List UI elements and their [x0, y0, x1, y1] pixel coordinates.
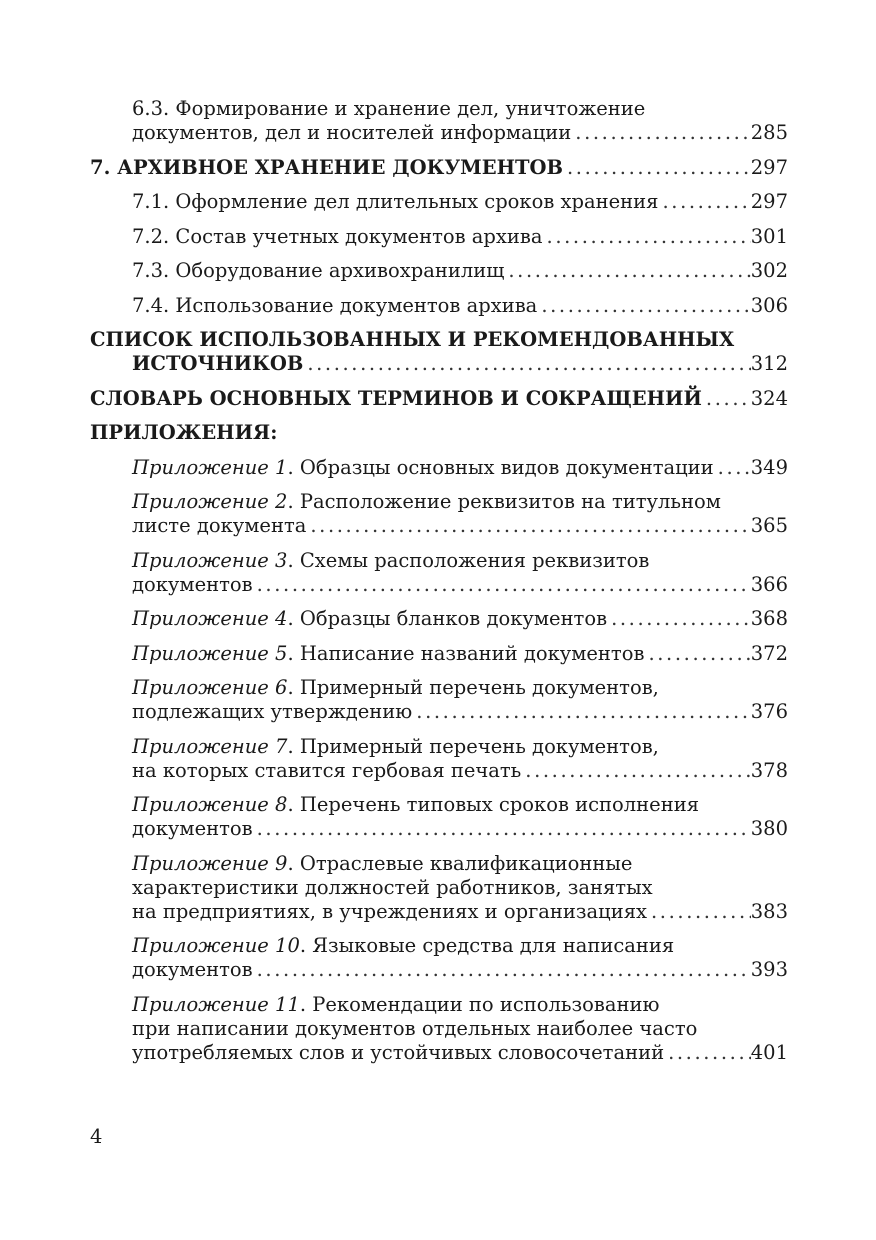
toc-entry-text: . Написание названий документов [287, 641, 645, 665]
toc-entry-text: 7.2. Состав учетных документов архива [132, 224, 543, 248]
toc-entry-sources[interactable] [90, 328, 788, 376]
toc-entry-text: документов [132, 817, 253, 840]
toc-page-number: 368 [750, 607, 788, 630]
dot-leader [303, 352, 750, 376]
toc-page-number: 376 [750, 700, 788, 723]
toc-page-number: 401 [750, 1040, 788, 1064]
toc-entry-text: . Примерный перечень документов, [287, 734, 659, 758]
dot-leader [543, 225, 751, 249]
toc-entry-text: характеристики должностей работников, занятых [132, 875, 653, 899]
toc-entry-text: 7. АРХИВНОЕ ХРАНЕНИЕ ДОКУМЕНТОВ [90, 155, 563, 179]
toc-entry-appendix-1[interactable] [90, 456, 788, 480]
toc-entry-text: при написании документов отдельных наиболее часто [132, 1016, 698, 1040]
appendix-label: Приложение 2 [132, 490, 288, 513]
toc-page-number: 324 [750, 386, 788, 410]
toc-entry-chapter-7[interactable] [90, 156, 788, 180]
toc-entry-appendix-5[interactable] [90, 642, 788, 666]
appendix-label: Приложение 8 [132, 793, 288, 816]
dot-leader [306, 514, 750, 538]
toc-entry-text: листе документа [132, 514, 307, 537]
dot-leader [412, 700, 750, 724]
toc-page-number: 349 [750, 455, 788, 479]
toc-page-number: 302 [750, 259, 788, 282]
toc-page-number: 372 [750, 641, 788, 665]
appendix-label: Приложение 9 [132, 851, 288, 875]
toc-entry-text: на которых ставится гербовая печать [132, 758, 522, 782]
toc-page-number: 312 [750, 352, 788, 375]
toc-entry-appendix-10[interactable] [90, 934, 788, 982]
toc-entry-appendix-3[interactable] [90, 549, 788, 597]
toc-page-number: 378 [750, 758, 788, 782]
toc-entry-text: . Схемы расположения реквизитов [287, 548, 650, 572]
dot-leader [702, 387, 751, 411]
toc-entry-appendices[interactable] [90, 421, 788, 445]
toc-entry-appendix-8[interactable] [90, 793, 788, 841]
toc-entry-appendix-7[interactable] [90, 735, 788, 783]
dot-leader [253, 573, 751, 597]
dot-leader [607, 607, 751, 631]
toc-entry-text: документов, дел и носителей информации [132, 121, 572, 144]
appendix-label: Приложение 3 [132, 548, 288, 572]
toc-entry-6-3[interactable] [90, 97, 788, 145]
toc-entry-text: СПИСОК ИСПОЛЬЗОВАННЫХ И РЕКОМЕНДОВАННЫХ [90, 328, 735, 351]
toc-entry-7-3[interactable] [90, 259, 788, 283]
appendix-label: Приложение 7 [132, 734, 288, 758]
toc-entry-appendix-11[interactable] [90, 993, 788, 1065]
dot-leader [714, 456, 751, 480]
toc-entry-glossary[interactable] [90, 387, 788, 411]
dot-leader [537, 294, 750, 318]
toc-entry-text: употребляемых слов и устойчивых словосочетаний [132, 1040, 665, 1064]
toc-entry-text: . Отраслевые квалификационные [287, 851, 633, 875]
appendix-label: Приложение 1 [132, 455, 288, 479]
toc-page-number: 365 [750, 514, 788, 537]
toc-page-number: 306 [750, 293, 788, 317]
toc-page-number: 297 [750, 155, 788, 179]
toc-entry-text: . Перечень типовых сроков исполнения [287, 793, 700, 816]
toc-entry-text: . Образцы основных видов документации [287, 455, 714, 479]
toc-page-number: 297 [750, 190, 788, 213]
appendix-label: Приложение 4 [132, 607, 288, 630]
toc-entry-7-4[interactable] [90, 294, 788, 318]
toc-entry-appendix-9[interactable] [90, 852, 788, 924]
appendix-label: Приложение 11 [132, 992, 300, 1016]
dot-leader [664, 1041, 751, 1065]
toc-page-number: 393 [750, 958, 788, 981]
dot-leader [658, 190, 750, 214]
toc-entry-text: . Расположение реквизитов на титульном [287, 490, 721, 513]
dot-leader [571, 121, 751, 145]
toc-entry-text: на предприятиях, в учреждениях и организациях [132, 899, 647, 923]
toc-page-number: 380 [750, 817, 788, 840]
appendix-label: Приложение 5 [132, 641, 288, 665]
dot-leader [504, 259, 750, 283]
toc-entry-text: . Примерный перечень документов, [287, 676, 659, 699]
toc-entry-appendix-2[interactable] [90, 490, 788, 538]
toc-entry-text: 6.3. Формирование и хранение дел, уничтожение [132, 97, 646, 120]
appendix-label: Приложение 10 [132, 934, 300, 957]
toc-entry-text: 7.3. Оборудование архивохранилищ [132, 259, 505, 282]
toc-page-number: 366 [750, 572, 788, 596]
toc-entry-text: СЛОВАРЬ ОСНОВНЫХ ТЕРМИНОВ И СОКРАЩЕНИЙ [90, 386, 702, 410]
dot-leader [563, 156, 751, 180]
toc-entry-7-2[interactable] [90, 225, 788, 249]
toc-entry-text: документов [132, 958, 253, 981]
toc-entry-text: . Рекомендации по использованию [299, 992, 660, 1016]
dot-leader [644, 642, 750, 666]
toc-entry-text: 7.4. Использование документов архива [132, 293, 538, 317]
toc-entry-text: документов [132, 572, 253, 596]
toc-entry-text: ИСТОЧНИКОВ [132, 352, 304, 375]
toc-entry-text: . Образцы бланков документов [287, 607, 608, 630]
appendix-label: Приложение 6 [132, 676, 288, 699]
toc-entry-appendix-6[interactable] [90, 676, 788, 724]
toc-page-number: 285 [750, 121, 788, 144]
toc-entry-7-1[interactable] [90, 190, 788, 214]
page-number: 4 [90, 1125, 103, 1148]
toc-page-number: 383 [750, 899, 788, 923]
dot-leader [521, 759, 750, 783]
toc-entry-text: подлежащих утверждению [132, 700, 413, 723]
table-of-contents [90, 97, 788, 1075]
toc-entry-text: 7.1. Оформление дел длительных сроков хранения [132, 190, 659, 213]
toc-page-number: 301 [750, 224, 788, 248]
toc-entry-text: . Языковые средства для написания [299, 934, 675, 957]
dot-leader [647, 900, 751, 924]
dot-leader [253, 817, 751, 841]
toc-entry-appendix-4[interactable] [90, 607, 788, 631]
dot-leader [253, 958, 751, 982]
toc-entry-text: ПРИЛОЖЕНИЯ: [90, 421, 278, 444]
